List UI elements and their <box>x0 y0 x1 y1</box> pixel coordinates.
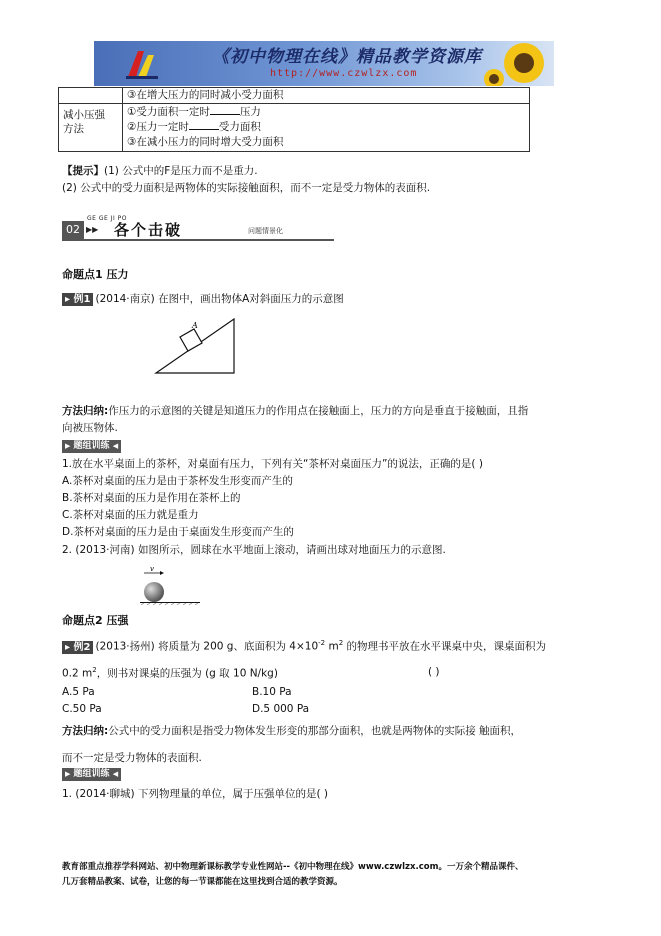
section-number: 02 <box>62 221 84 239</box>
footer-line-2: 几万套精品教案、试卷，让您的每一节课都能在这里找到合适的教学资源。 <box>62 877 343 887</box>
ball <box>144 582 164 602</box>
t1-q1: 1.放在水平桌面上的茶杯，对桌面有压力，下列有关“茶杯对桌面压力”的说法，正确的是( ) <box>62 458 483 470</box>
method-text: 压力 <box>239 105 261 118</box>
method-line-1 <box>127 105 525 120</box>
method-text: ①受力面积一定时 <box>127 105 210 118</box>
example2-tag: ▸ 例2 <box>62 641 93 654</box>
example1-text: (2014·南京) 在图中，画出物体A对斜面压力的示意图 <box>95 293 344 305</box>
method1-label: 方法归纳: <box>62 405 109 417</box>
block-a-label: A <box>192 321 198 330</box>
example2-text-a: (2013·扬州) 将质量为 200 g、底面积为 4×10 <box>95 640 319 653</box>
practice2-tag <box>62 767 123 781</box>
ground-hatching <box>141 603 198 605</box>
tip-text: (1) 公式中的F是压力而不是重力. <box>104 165 258 177</box>
example2-label: 例2 <box>73 641 91 653</box>
method2-text: 公式中的受力面积是指受力物体发生形变的那部分面积，也就是两物体的实际接 触面积， <box>108 725 522 737</box>
topic2-heading: 命题点2 压强 <box>62 614 129 627</box>
practice1-tag-box <box>62 440 121 453</box>
practice1-label: 题组训练 <box>73 441 110 451</box>
sunflower-icon <box>484 41 554 86</box>
t1-q2: 2. (2013·河南) 如图所示，圆球在水平地面上滚动，请画出球对地面压力的示意图. <box>62 544 446 556</box>
example2-option-b: B.10 Pa <box>252 686 292 698</box>
method2-label: 方法归纳: <box>62 725 109 737</box>
method1-line-1 <box>62 405 528 418</box>
triangle-left-icon: ◀ <box>112 442 119 450</box>
triangle-right-icon: ▶ <box>65 770 71 778</box>
t2-q1: 1. (2014·聊城) 下列物理量的单位，属于压强单位的是( ) <box>62 788 328 800</box>
section-pinyin: GE GE JI PO <box>87 215 127 222</box>
section-header <box>62 217 334 241</box>
triangle-left-icon: ◀ <box>112 770 119 778</box>
velocity-label: v <box>150 565 154 573</box>
tip-line-2: (2) 公式中的受力面积是两物体的实际接触面积，而不一定是受力物体的表面积. <box>62 182 431 194</box>
method1-text: 作压力的示意图的关键是知道压力的作用点在接触面上，压力的方向是垂直于接触面，且指 <box>108 405 529 417</box>
example2-line-1 <box>62 639 546 654</box>
answer-blank <box>210 105 240 115</box>
tip-line-1 <box>62 165 258 178</box>
practice2-tag-box <box>62 768 121 781</box>
pressure-methods-table <box>58 87 530 152</box>
table-cell: ③在增大压力的同时减小受力面积 <box>123 88 530 104</box>
answer-blank <box>189 120 219 130</box>
rolling-ball-figure <box>138 563 202 605</box>
section-title: 各个击破 <box>114 221 183 239</box>
method1-line-2: 向被压物体. <box>62 422 118 434</box>
banner-title: 《初中物理在线》精品教学资源库 <box>212 47 482 67</box>
footer-line-1: 教育部重点推荐学科网站、初中物理新课标教学专业性网站--《初中物理在线》www.czwlzx.com。一万余个精品课件、 <box>62 862 524 872</box>
example2-exp3: 2 <box>92 666 97 674</box>
method-line-3: ③在减小压力的同时增大受力面积 <box>127 136 284 149</box>
example2-text-c: 的物理书平放在水平课桌中央，课桌面积为 <box>343 640 547 653</box>
example1-label: 例1 <box>73 294 91 305</box>
arrow-head-icon <box>160 571 164 575</box>
t1-q1-option-a: A.茶杯对桌面的压力是由于茶杯发生形变而产生的 <box>62 475 293 487</box>
method2-line-2: 而不一定是受力物体的表面积. <box>62 752 202 764</box>
block-a <box>180 329 202 351</box>
example1-line <box>62 293 344 306</box>
reduce-pressure-label: 减小压强方法 <box>63 108 105 135</box>
section-subtitle: 问题情景化 <box>248 227 283 235</box>
section-rule <box>62 239 334 241</box>
practice1-tag <box>62 439 123 453</box>
header-banner <box>94 41 554 86</box>
table-row-header-empty <box>59 88 123 104</box>
example2-text: 0.2 m <box>62 667 93 680</box>
t1-q1-option-c: C.茶杯对桌面的压力就是重力 <box>62 509 199 521</box>
site-logo-icon <box>122 47 162 81</box>
example2-option-c: C.50 Pa <box>62 703 102 715</box>
method-text: ②压力一定时 <box>127 120 189 133</box>
example2-text: ，则书对课桌的压强为 (g 取 10 N/kg) <box>96 667 278 680</box>
topic1-heading: 命题点1 压力 <box>62 268 129 281</box>
example2-option-d: D.5 000 Pa <box>252 703 310 715</box>
method-line-2 <box>127 120 525 135</box>
example2-exp2: 2 <box>338 639 344 647</box>
method-text: 受力面积 <box>218 120 261 133</box>
example1-tag: ▸ 例1 <box>62 293 93 306</box>
method2-line-1 <box>62 725 521 738</box>
table-cell <box>123 103 530 152</box>
triangle-right-icon: ▶ <box>65 442 71 450</box>
table-row-header <box>59 103 123 152</box>
example2-paren: ( ) <box>428 666 440 678</box>
example2-exp: -2 <box>318 639 326 647</box>
example2-option-a: A.5 Pa <box>62 686 95 698</box>
double-arrow-icon: ▶▶ <box>86 225 99 234</box>
tip-label: 【提示】 <box>62 165 104 177</box>
banner-url: http://www.czwlzx.com <box>270 68 418 79</box>
example2-text-b: m <box>325 640 339 653</box>
incline-figure <box>150 315 240 377</box>
practice2-label: 题组训练 <box>73 769 110 779</box>
t1-q1-option-b: B.茶杯对桌面的压力是作用在茶杯上的 <box>62 492 241 504</box>
t1-q1-option-d: D.茶杯对桌面的压力是由于桌面发生形变而产生的 <box>62 526 294 538</box>
example2-line-2 <box>62 666 278 680</box>
